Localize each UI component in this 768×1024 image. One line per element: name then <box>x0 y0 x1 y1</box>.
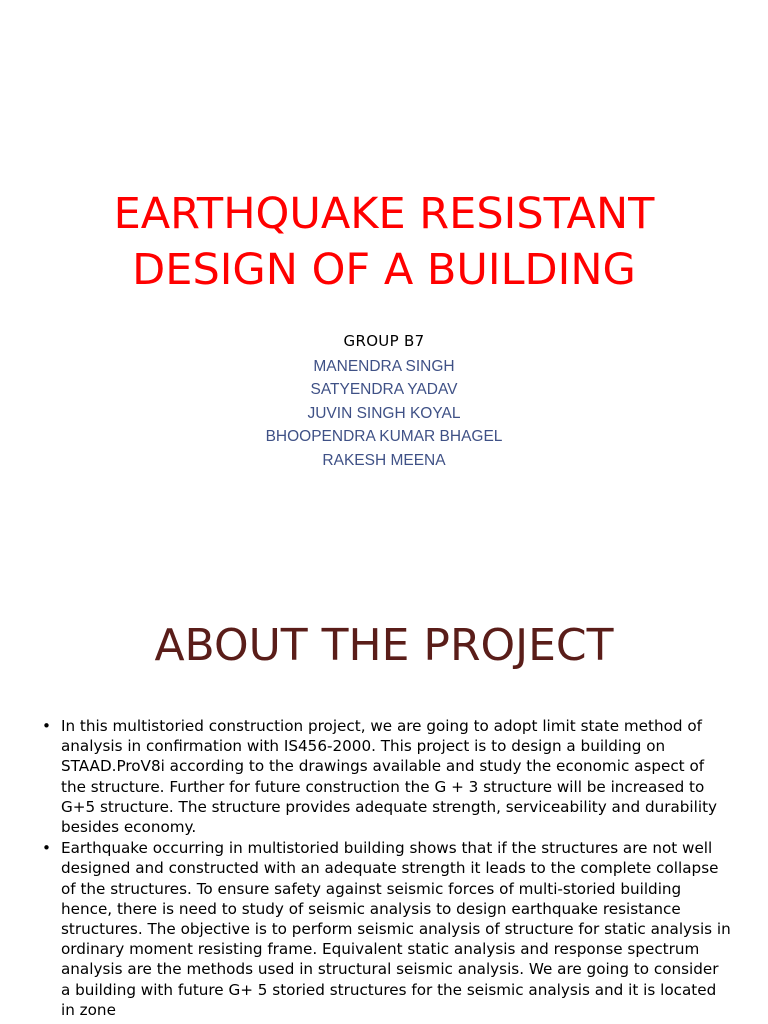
member-name: BHOOPENDRA KUMAR BHAGEL <box>265 428 503 446</box>
bullet-text: In this multistoried construction project, we are going to adopt limit state method of analysis in confirmation with IS456-2000. This project is to design a building on STAAD.ProV8i according to the drawings available and study the economic aspect of the structure. Further for future construction the G + 3 structure will be increased to G+5 structure. The structure provides adequate strength, serviceability and durability besides economy. <box>61 717 718 837</box>
bullet-dot-icon: • <box>42 717 51 735</box>
member-name: SATYENDRA YADAV <box>310 381 458 399</box>
bullet-list <box>42 716 732 1021</box>
group-label: GROUP B7 <box>343 332 425 350</box>
member-name: RAKESH MEENA <box>322 451 446 469</box>
bullet-item <box>42 716 732 837</box>
bullet-text: Earthquake occurring in multistoried building shows that if the structures are not well designed and constructed with an adequate strength it leads to the complete collapse of the structures. To ensure safety against seismic forces of multi-storied building hence, there is need to study of seismic analysis to design earthquake resistance structures. The objective is to perform seismic analysis of structure for static analysis in ordinary moment resisting frame. Equivalent static analysis and response spectrum analysis are the methods used in structural seismic analysis. We are going to consider a building with future G+ 5 storied structures for the seismic analysis and it is located in zone <box>61 839 731 1019</box>
bullet-dot-icon: • <box>42 839 51 858</box>
member-name: MANENDRA SINGH <box>313 358 455 375</box>
about-slide <box>0 576 768 1024</box>
member-name: JUVIN SINGH KOYAL <box>307 404 461 422</box>
presentation-title <box>0 186 768 298</box>
bullet-item <box>42 838 732 1020</box>
member-list <box>0 355 768 472</box>
title-line-1: EARTHQUAKE RESISTANT <box>113 189 655 239</box>
title-line-2: DESIGN OF A BUILDING <box>132 245 636 295</box>
section-title: ABOUT THE PROJECT <box>154 620 614 671</box>
